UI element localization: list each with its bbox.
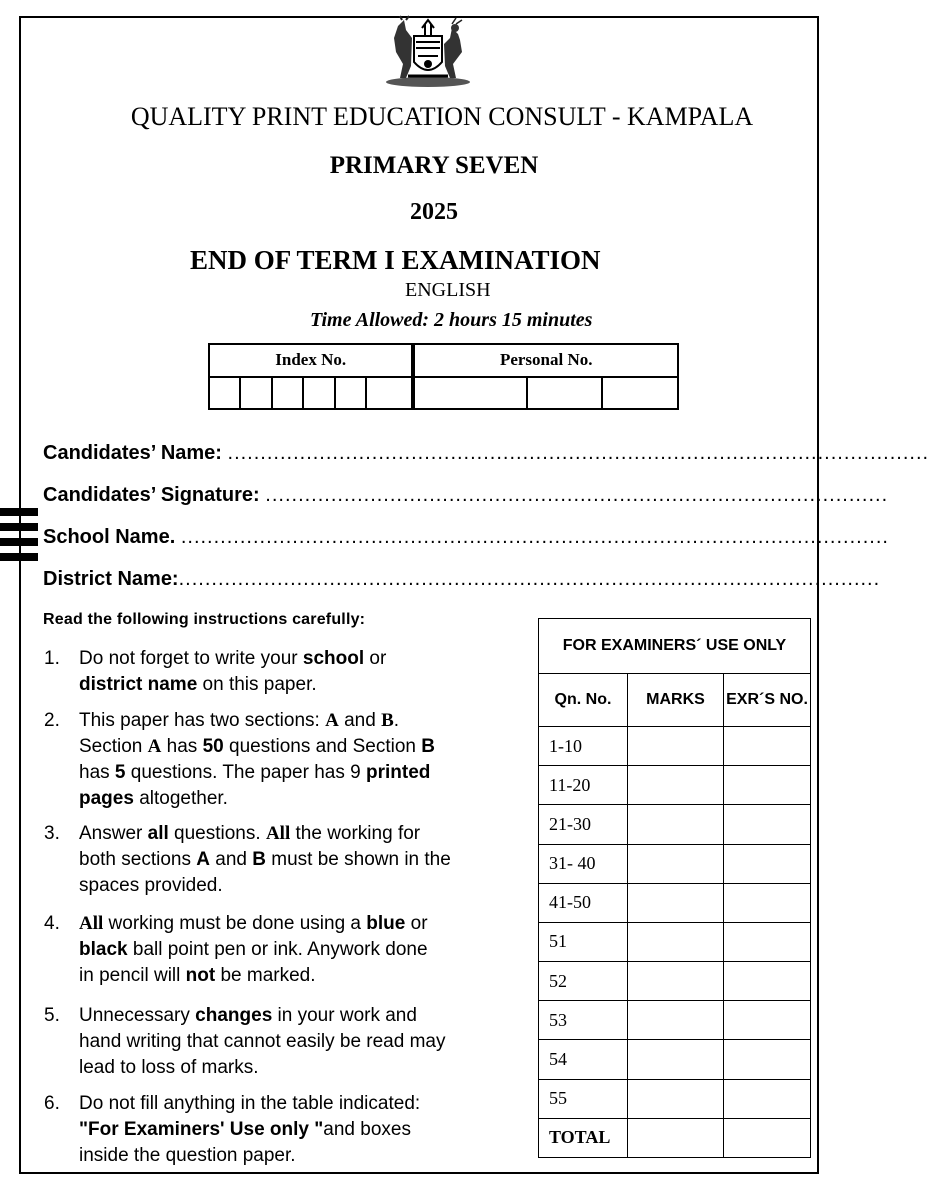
candidate-name-label: Candidates’ Name: bbox=[43, 442, 222, 464]
total-label: TOTAL bbox=[539, 1118, 628, 1157]
school-name-field[interactable]: School Name. ............................................................................................................ bbox=[43, 526, 889, 548]
examiners-table-title: FOR EXAMINERS´ USE ONLY bbox=[539, 619, 811, 674]
exam-year: 2025 bbox=[410, 199, 458, 225]
marks-cell[interactable] bbox=[628, 1001, 724, 1040]
index-digit-box[interactable] bbox=[272, 377, 303, 410]
margin-marker-bars bbox=[0, 508, 38, 568]
candidate-signature-label: Candidates’ Signature: bbox=[43, 484, 260, 506]
total-exr-cell[interactable] bbox=[724, 1118, 811, 1157]
table-row: 55 bbox=[539, 1079, 811, 1118]
exr-cell[interactable] bbox=[724, 805, 811, 844]
personal-digit-box[interactable] bbox=[527, 377, 603, 410]
table-row: 51 bbox=[539, 922, 811, 961]
instruction-5: 5. Unnecessary changes in your work and hand writing that cannot easily be read may lead to loss of marks. bbox=[44, 1005, 446, 1078]
examiners-table bbox=[538, 618, 811, 1158]
instruction-4: 4. All working must be done using a blue or black ball point pen or ink. Anywork done in pencil will not be marked. bbox=[44, 913, 428, 986]
marks-cell[interactable] bbox=[628, 727, 724, 766]
marks-cell[interactable] bbox=[628, 1079, 724, 1118]
candidate-name-field[interactable]: Candidates’ Name: ........................................................................................................... bbox=[43, 442, 929, 464]
district-name-field[interactable]: District Name:........................................................................................................... bbox=[43, 568, 881, 590]
organization-title: QUALITY PRINT EDUCATION CONSULT - KAMPALA bbox=[130, 102, 754, 131]
col-exr-no: EXR´S NO. bbox=[724, 674, 811, 727]
index-no-label: Index No. bbox=[209, 344, 413, 377]
table-row: 53 bbox=[539, 1001, 811, 1040]
table-row: 41-50 bbox=[539, 883, 811, 922]
exr-cell[interactable] bbox=[724, 844, 811, 883]
marks-cell[interactable] bbox=[628, 766, 724, 805]
candidate-signature-field[interactable]: Candidates’ Signature: ............................................................................................... bbox=[43, 484, 889, 506]
table-row: 1-10 bbox=[539, 727, 811, 766]
table-row: 52 bbox=[539, 962, 811, 1001]
table-row: 54 bbox=[539, 1040, 811, 1079]
marks-cell[interactable] bbox=[628, 844, 724, 883]
index-digit-box[interactable] bbox=[240, 377, 271, 410]
index-digit-box[interactable] bbox=[303, 377, 334, 410]
table-row: 31- 40 bbox=[539, 844, 811, 883]
exr-cell[interactable] bbox=[724, 1079, 811, 1118]
exr-cell[interactable] bbox=[724, 727, 811, 766]
instruction-3: 3. Answer all questions. All the working for both sections A and B must be shown in the spaces provided. bbox=[44, 823, 451, 896]
coat-of-arms-icon bbox=[378, 16, 478, 88]
exr-cell[interactable] bbox=[724, 883, 811, 922]
exam-title: END OF TERM I EXAMINATION bbox=[190, 245, 601, 275]
table-row: 21-30 bbox=[539, 805, 811, 844]
total-row bbox=[539, 1118, 811, 1157]
instruction-2: 2. This paper has two sections: A and B. Section A has 50 questions and Section B has 5 questions. The paper has 9 printed pages altogether. bbox=[44, 710, 435, 809]
exr-cell[interactable] bbox=[724, 962, 811, 1001]
marks-cell[interactable] bbox=[628, 962, 724, 1001]
class-level: PRIMARY SEVEN bbox=[329, 152, 539, 179]
total-marks-cell[interactable] bbox=[628, 1118, 724, 1157]
index-number-table bbox=[208, 343, 679, 410]
index-digit-box[interactable] bbox=[209, 377, 240, 410]
personal-digit-box[interactable] bbox=[602, 377, 678, 410]
time-allowed: Time Allowed: 2 hours 15 minutes bbox=[310, 309, 593, 331]
index-digit-box[interactable] bbox=[366, 377, 413, 410]
personal-digit-box[interactable] bbox=[413, 377, 526, 410]
district-name-label: District Name: bbox=[43, 568, 179, 590]
personal-no-label: Personal No. bbox=[413, 344, 678, 377]
exr-cell[interactable] bbox=[724, 922, 811, 961]
marks-cell[interactable] bbox=[628, 922, 724, 961]
exr-cell[interactable] bbox=[724, 1001, 811, 1040]
marks-cell[interactable] bbox=[628, 883, 724, 922]
exr-cell[interactable] bbox=[724, 766, 811, 805]
instruction-1: 1. Do not forget to write your school or district name on this paper. bbox=[44, 648, 387, 695]
instructions-heading: Read the following instructions carefully: bbox=[43, 611, 366, 628]
school-name-label: School Name. bbox=[43, 526, 176, 548]
col-qn-no: Qn. No. bbox=[539, 674, 628, 727]
col-marks: MARKS bbox=[628, 674, 724, 727]
index-digit-box[interactable] bbox=[335, 377, 366, 410]
marks-cell[interactable] bbox=[628, 1040, 724, 1079]
exr-cell[interactable] bbox=[724, 1040, 811, 1079]
subject-name: ENGLISH bbox=[405, 279, 491, 301]
marks-cell[interactable] bbox=[628, 805, 724, 844]
instruction-6: 6. Do not fill anything in the table indicated: "For Examiners' Use only "and boxes inside the question paper. bbox=[44, 1093, 421, 1166]
table-row: 11-20 bbox=[539, 766, 811, 805]
